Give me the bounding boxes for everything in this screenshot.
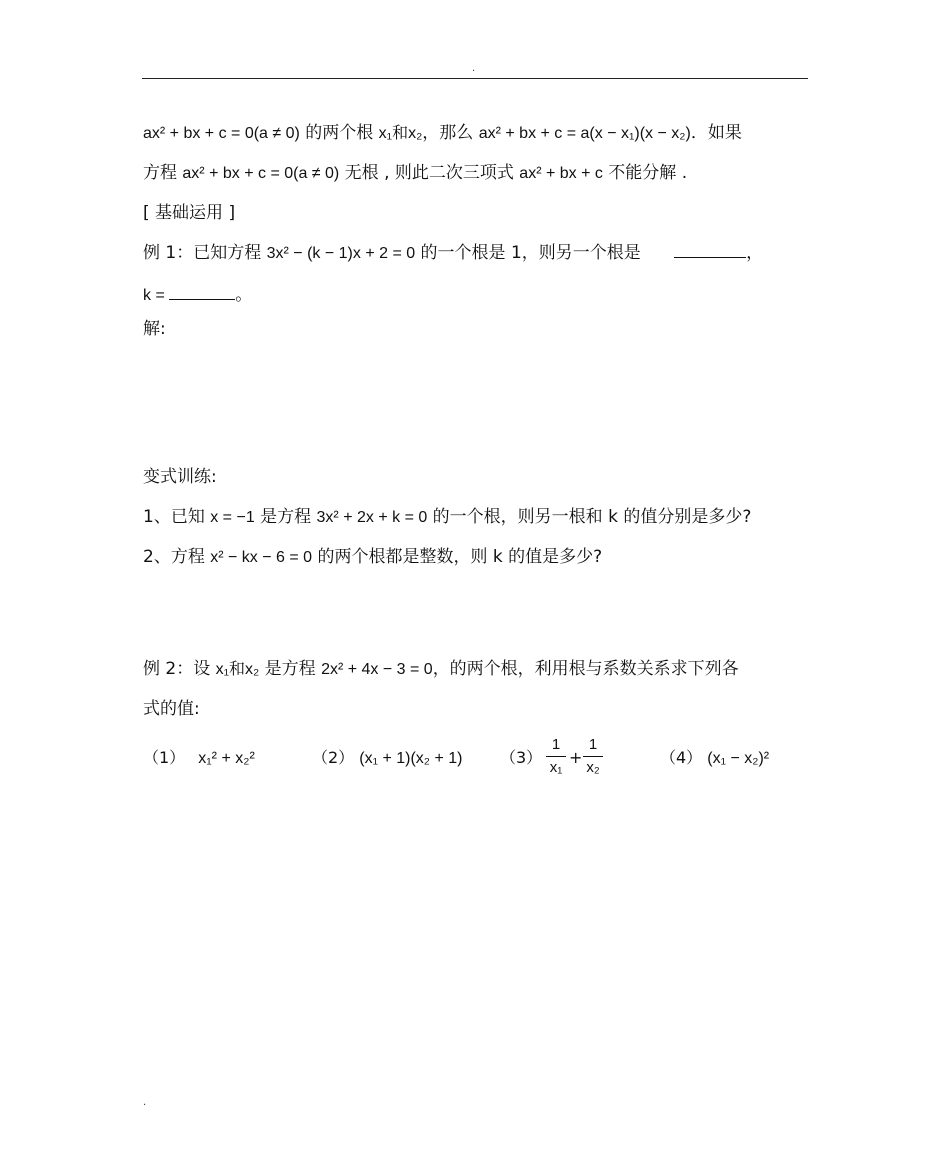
- subquestion-number: （4）: [660, 748, 703, 767]
- example-1-equation: 3x² − (k − 1)x + 2 = 0: [266, 245, 416, 262]
- practice-text: 的一个根，则另一根和 k 的值分别是多少?: [427, 507, 752, 527]
- factored-form: ax² + bx + c = a(x − x₁)(x − x₂): [478, 125, 691, 142]
- equation-general: ax² + bx + c = 0(a ≠ 0): [143, 125, 300, 142]
- practice-text: 是方程: [254, 507, 317, 527]
- k-label: k =: [143, 287, 170, 304]
- subquestion-1: [143, 748, 255, 769]
- subquestion-expression: (x₁ − x₂)²: [707, 750, 770, 767]
- fraction-bar: [546, 756, 566, 757]
- practice-item-2: [143, 546, 602, 569]
- fraction-denominator: x₂: [586, 759, 600, 776]
- roots-label: x₁和x₂: [215, 661, 260, 678]
- subquestion-number: （1）: [143, 748, 186, 767]
- fraction-numerator: 1: [588, 736, 598, 753]
- example-1-label: 例 1：已知方程: [143, 243, 267, 263]
- practice-equation: x² − kx − 6 = 0: [210, 549, 313, 566]
- answer-blank-root[interactable]: [674, 243, 746, 258]
- example-1-text: 。: [235, 285, 253, 305]
- practice-item-1: [143, 506, 751, 529]
- subquestion-4: [660, 748, 769, 769]
- subquestion-number: （2）: [312, 748, 355, 767]
- equation-general: ax² + bx + c = 0(a ≠ 0): [182, 165, 340, 182]
- practice-prefix: 1、已知: [143, 507, 211, 527]
- fraction-numerator: 1: [551, 736, 561, 753]
- plus-sign: +: [569, 748, 583, 767]
- intro-line-1: [143, 122, 742, 145]
- trinomial: ax² + bx + c: [519, 165, 603, 182]
- example-2-text: 是方程: [259, 659, 322, 679]
- fraction-1-over-x1: [546, 736, 566, 777]
- example-1-line-1: [143, 242, 763, 265]
- example-2-label: 例 2：设: [143, 659, 216, 679]
- practice-text: 的两个根都是整数，则 k 的值是多少?: [312, 547, 603, 567]
- example-1-text: ，: [746, 243, 764, 263]
- intro-line-2: [143, 162, 687, 185]
- practice-equation: x = −1: [210, 509, 255, 526]
- intro-text: ．如果: [690, 123, 742, 143]
- example-2-text: ，的两个根，利用根与系数关系求下列各: [432, 659, 739, 679]
- subquestion-3-number: （3）: [500, 748, 543, 767]
- intro-text: 方程: [143, 163, 183, 183]
- fraction-1-over-x2: [583, 736, 603, 777]
- example-2-line-1: [143, 658, 739, 681]
- section-title-basic: [ 基础运用 ]: [143, 203, 236, 223]
- answer-blank-k[interactable]: [169, 285, 235, 300]
- intro-text: ，那么: [422, 123, 479, 143]
- practice-equation: 3x² + 2x + k = 0: [316, 509, 428, 526]
- header-dot: .: [472, 63, 476, 74]
- fraction-bar: [583, 756, 603, 757]
- subquestion-2: [312, 748, 462, 769]
- example-1-line-2: [143, 284, 252, 307]
- subquestion-expression: (x₁ + 1)(x₂ + 1): [359, 750, 463, 767]
- intro-text: 的两个根: [299, 123, 379, 143]
- practice-prefix: 2、方程: [143, 547, 211, 567]
- solution-label: 解:: [143, 319, 166, 339]
- footer-dot: .: [143, 1097, 147, 1108]
- fraction-denominator: x₁: [549, 759, 563, 776]
- roots-label: x₁和x₂: [378, 125, 423, 142]
- header-rule: [142, 78, 808, 79]
- example-1-text: 的一个根是 1，则另一个根是: [415, 243, 647, 263]
- practice-title: 变式训练:: [143, 467, 217, 487]
- example-2-equation: 2x² + 4x − 3 = 0: [321, 661, 433, 678]
- intro-text: 不能分解 .: [602, 163, 688, 183]
- intro-text: 无根 , 则此二次三项式: [339, 163, 520, 183]
- example-2-line-2: 式的值:: [143, 699, 200, 719]
- subquestion-expression: x₁² + x₂²: [198, 750, 255, 767]
